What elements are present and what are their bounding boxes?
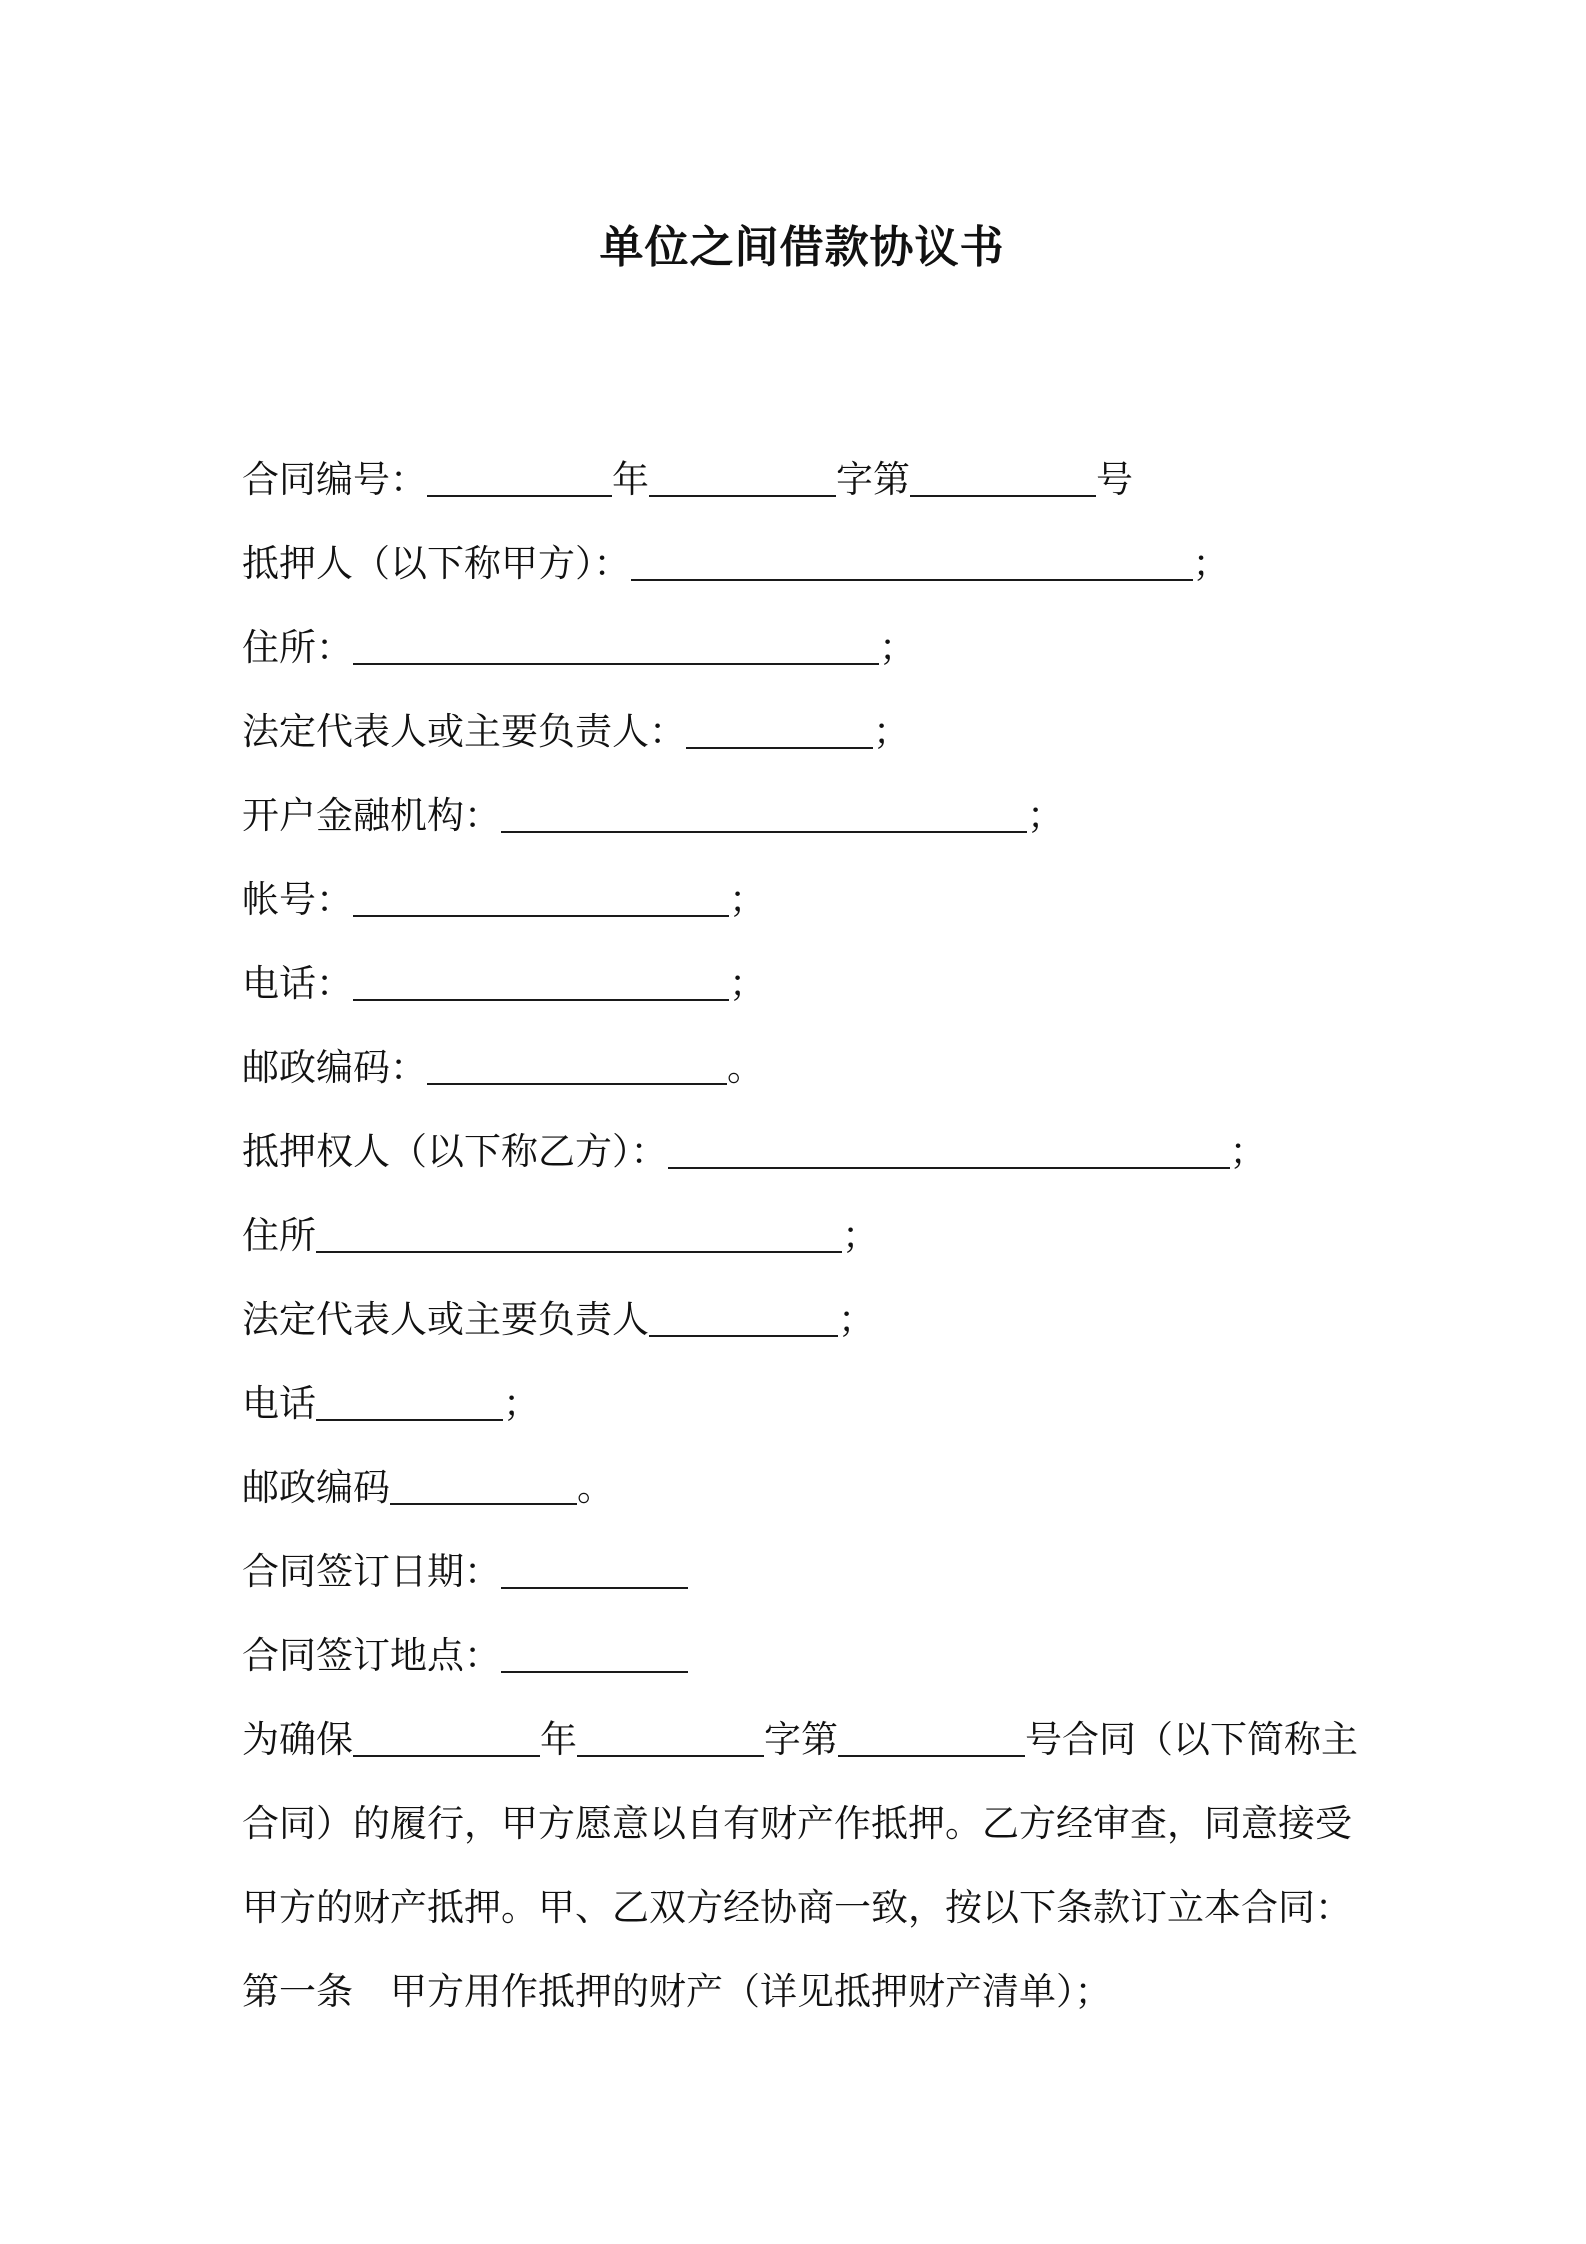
sign-place-label: 合同签订地点： bbox=[242, 1634, 501, 1677]
line-end-punctuation: ； bbox=[729, 878, 766, 921]
line-end-punctuation: ； bbox=[1229, 1130, 1267, 1173]
mortgagor-representative-label: 法定代表人或主要负责人： bbox=[242, 710, 686, 753]
mortgagee-phone-line bbox=[242, 1362, 1358, 1446]
year-text: 年 bbox=[540, 1718, 577, 1761]
preamble-line-1 bbox=[242, 1698, 1358, 1782]
mortgagor-phone-line bbox=[242, 942, 1358, 1026]
mortgagor-account-blank bbox=[353, 885, 729, 917]
mortgagee-name-blank bbox=[668, 1137, 1230, 1169]
mortgagor-address-label: 住所： bbox=[242, 626, 353, 669]
mortgagee-postcode-line bbox=[242, 1446, 1358, 1530]
sign-place-line bbox=[242, 1614, 1358, 1698]
preamble-line-2: 合同）的履行，甲方愿意以自有财产作抵押。乙方经审查，同意接受 bbox=[242, 1802, 1352, 1845]
line-end-punctuation: ； bbox=[1027, 794, 1064, 837]
mortgagor-label: 抵押人（以下称甲方）： bbox=[242, 542, 631, 585]
line-end-punctuation: ； bbox=[873, 710, 910, 753]
mortgagor-bank-blank bbox=[501, 801, 1027, 833]
sign-place-blank bbox=[501, 1641, 688, 1673]
mortgagor-address-line bbox=[242, 606, 1358, 690]
sign-date-label: 合同签订日期： bbox=[242, 1550, 501, 1593]
contract-number-blank bbox=[910, 465, 1096, 497]
mortgagee-address-line bbox=[242, 1194, 1358, 1278]
mortgagor-bank-label: 开户金融机构： bbox=[242, 794, 501, 837]
mortgagee-representative-label: 法定代表人或主要负责人 bbox=[242, 1298, 649, 1341]
article-1-heading: 第一条 甲方用作抵押的财产（详见抵押财产清单）； bbox=[242, 1970, 1112, 2013]
mortgagor-account-line bbox=[242, 858, 1358, 942]
line-end-punctuation: ； bbox=[729, 962, 766, 1005]
line-end-punctuation: ； bbox=[842, 1214, 879, 1257]
mortgagee-address-label: 住所 bbox=[242, 1214, 316, 1257]
line-end-punctuation: ； bbox=[1192, 542, 1230, 585]
mortgagee-line bbox=[242, 1110, 1358, 1194]
preamble-lead-text: 为确保 bbox=[242, 1718, 353, 1761]
contract-number-label: 合同编号： bbox=[242, 458, 427, 501]
line-end-punctuation: ； bbox=[503, 1382, 540, 1425]
mortgagor-account-label: 帐号： bbox=[242, 878, 353, 921]
mortgagor-name-blank bbox=[631, 549, 1193, 581]
mortgagee-representative-blank bbox=[649, 1305, 838, 1337]
contract-body bbox=[242, 438, 1358, 2034]
hao-text: 号 bbox=[1096, 458, 1133, 501]
line-end-punctuation: ； bbox=[838, 1298, 875, 1341]
mortgagor-postcode-label: 邮政编码： bbox=[242, 1046, 427, 1089]
mortgagor-postcode-line bbox=[242, 1026, 1358, 1110]
mortgagor-line bbox=[242, 522, 1358, 606]
mortgagor-address-blank bbox=[353, 633, 879, 665]
mortgagor-bank-line bbox=[242, 774, 1358, 858]
contract-year-blank bbox=[427, 465, 612, 497]
year-text: 年 bbox=[612, 458, 649, 501]
mortgagor-phone-label: 电话： bbox=[242, 962, 353, 1005]
mortgagor-postcode-blank bbox=[427, 1053, 727, 1085]
main-contract-serial-blank bbox=[577, 1725, 764, 1757]
zi-di-text: 字第 bbox=[764, 1718, 838, 1761]
main-contract-number-blank bbox=[838, 1725, 1025, 1757]
mortgagee-postcode-label: 邮政编码 bbox=[242, 1466, 390, 1509]
mortgagor-representative-blank bbox=[686, 717, 873, 749]
zi-di-text: 字第 bbox=[836, 458, 910, 501]
contract-number-line bbox=[242, 438, 1358, 522]
mortgagor-representative-line bbox=[242, 690, 1358, 774]
line-end-punctuation: ； bbox=[879, 626, 916, 669]
mortgagee-address-blank bbox=[316, 1221, 842, 1253]
mortgagee-phone-label: 电话 bbox=[242, 1382, 316, 1425]
sign-date-blank bbox=[501, 1557, 688, 1589]
mortgagor-phone-blank bbox=[353, 969, 729, 1001]
mortgagee-representative-line bbox=[242, 1278, 1358, 1362]
contract-serial-blank bbox=[649, 465, 836, 497]
mortgagee-label: 抵押权人（以下称乙方）： bbox=[242, 1130, 668, 1173]
main-contract-year-blank bbox=[353, 1725, 540, 1757]
mortgagee-postcode-blank bbox=[390, 1473, 577, 1505]
preamble-rest-text: 号合同（以下简称主 bbox=[1025, 1718, 1358, 1761]
document-title: 单位之间借款协议书 bbox=[599, 222, 1005, 273]
preamble-line-3: 甲方的财产抵押。甲、乙双方经协商一致，按以下条款订立本合同： bbox=[242, 1886, 1352, 1929]
line-end-punctuation: 。 bbox=[577, 1466, 614, 1509]
line-end-punctuation: 。 bbox=[727, 1046, 764, 1089]
mortgagee-phone-blank bbox=[316, 1389, 503, 1421]
sign-date-line bbox=[242, 1530, 1358, 1614]
